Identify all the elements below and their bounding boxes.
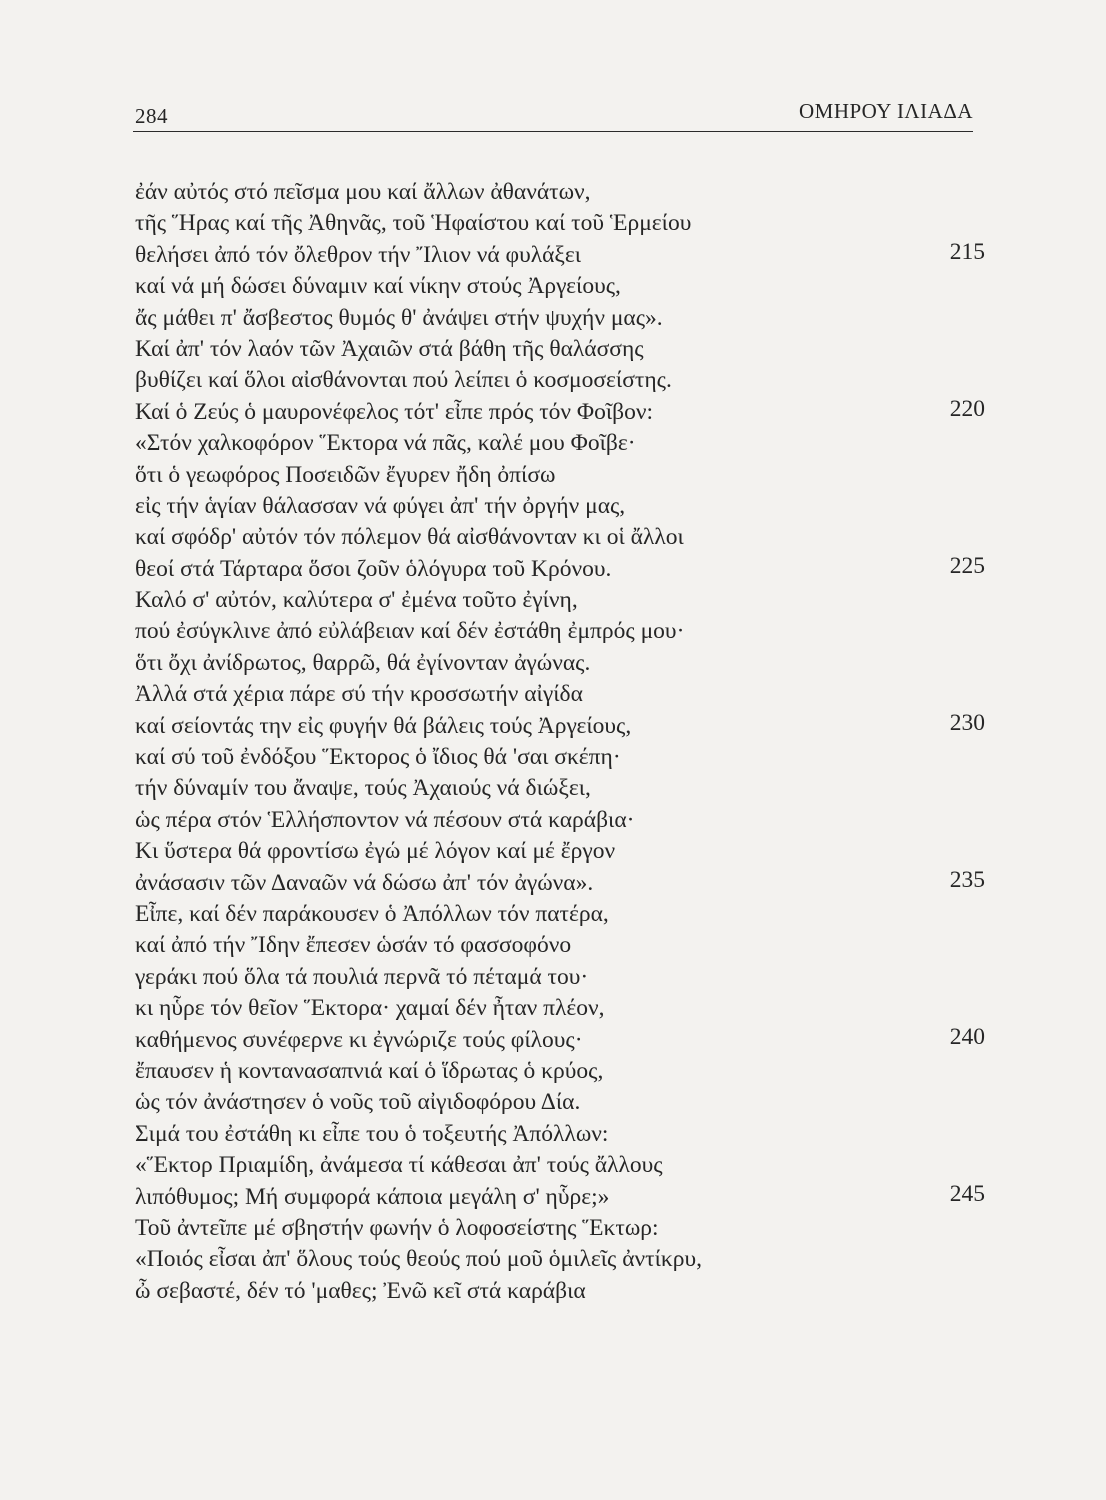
verse-line (135, 1119, 985, 1150)
verse-line (135, 648, 985, 679)
verse-line (135, 616, 985, 647)
line-number: 245 (949, 1180, 985, 1207)
verse-text: καί σφόδρ' αὐτόν τόν πόλεμον θά αἰσθάνονταν κι οἱ ἄλλοι (135, 524, 684, 551)
verse-line (135, 554, 985, 585)
verse-line (135, 460, 985, 491)
line-number: 235 (949, 866, 985, 893)
verse-text: κι ηὗρε τόν θεῖον Ἕκτορα· χαμαί δέν ἦταν πλέον, (135, 995, 605, 1022)
verse-text: ἐάν αὐτός στό πεῖσμα μου καί ἄλλων ἀθανάτων, (135, 179, 591, 205)
verse-text: θεοί στά Τάρταρα ὅσοι ζοῦν ὁλόγυρα τοῦ Κρόνου. (135, 555, 612, 582)
verse-text: ἔπαυσεν ἡ κοντανασαπνιά καί ὁ ἵδρωτας ὁ κρύος, (135, 1057, 604, 1084)
verse-text: βυθίζει καί ὅλοι αἰσθάνονται πού λείπει ὁ κοσμοσείστης. (135, 367, 672, 394)
verse-line (135, 805, 985, 836)
verse-text: τῆς Ἥρας καί τῆς Ἀθηνᾶς, τοῦ Ἡφαίστου καί τοῦ Ἑρμείου (135, 210, 692, 237)
verse-line (135, 836, 985, 867)
verse-text: καί νά μή δώσει δύναμιν καί νίκην στούς Ἀργείους, (135, 273, 621, 300)
line-number: 225 (949, 552, 985, 579)
verse-line (135, 1087, 985, 1118)
verse-text: «Στόν χαλκοφόρον Ἕκτορα νά πᾶς, καλέ μου Φοῖβε· (135, 430, 636, 457)
verse-text: ὦ σεβαστέ, δέν τό 'μαθες; Ἐνῶ κεῖ στά καράβια (135, 1277, 586, 1304)
verse-line (135, 208, 985, 239)
verse-text: Σιμά του ἐστάθη κι εἶπε του ὁ τοξευτής Ἀπόλλων: (135, 1120, 609, 1147)
verse-text: Κι ὕστερα θά φροντίσω ἐγώ μέ λόγον καί μέ ἔργον (135, 838, 616, 865)
verse-line (135, 962, 985, 993)
verse-text: καί σείοντάς την εἰς φυγήν θά βάλεις τούς Ἀργείους, (135, 712, 632, 739)
verse-text: «Ποιός εἶσαι ἀπ' ὅλους τούς θεούς πού μοῦ ὁμιλεῖς ἀντίκρυ, (135, 1246, 702, 1273)
verse-text: Τοῦ ἀντεῖπε μέ σβηστήν φωνήν ὁ λοφοσείστης Ἕκτωρ: (135, 1214, 659, 1241)
verse-line (135, 365, 985, 396)
verse-line (135, 679, 985, 710)
verse-text: τήν δύναμίν του ἄναψε, τούς Ἀχαιούς νά διώξει, (135, 775, 591, 802)
verse-text: ὅτι ὁ γεωφόρος Ποσειδῶν ἔγυρεν ἤδη ὀπίσω (135, 461, 556, 488)
verse-text: Καί ἀπ' τόν λαόν τῶν Ἀχαιῶν στά βάθη τῆς θαλάσσης (135, 335, 644, 362)
verse-line (135, 334, 985, 365)
verse-line (135, 491, 985, 522)
verse-line (135, 1213, 985, 1244)
verse-line (135, 240, 985, 271)
verse-line (135, 1150, 985, 1181)
verse-line (135, 711, 985, 742)
page-number: 284 (135, 104, 168, 128)
verse-text: Καλό σ' αὐτόν, καλύτερα σ' ἐμένα τοῦτο ἐγίνη, (135, 587, 578, 614)
verse-text: γεράκι πού ὅλα τά πουλιά περνᾶ τό πέταμά του· (135, 963, 589, 990)
line-number: 215 (949, 238, 985, 265)
verse-line (135, 1276, 985, 1307)
verse-text: Εἶπε, καί δέν παράκουσεν ὁ Ἀπόλλων τόν πατέρα, (135, 900, 609, 927)
verse-line (135, 428, 985, 459)
verse-text: ὡς πέρα στόν Ἑλλήσποντον νά πέσουν στά καράβια· (135, 806, 635, 833)
verse-line (135, 585, 985, 616)
verse-text: πού ἐσύγκλινε ἀπό εὐλάβειαν καί δέν ἐστάθη ἐμπρός μου· (135, 618, 685, 645)
verse-text: καί σύ τοῦ ἐνδόξου Ἕκτορος ὁ ἴδιος θά 'σαι σκέπη· (135, 744, 621, 771)
verse-line (135, 1056, 985, 1087)
header-rule (133, 131, 973, 132)
verse-line (135, 993, 985, 1024)
verse-text: ἄς μάθει π' ἄσβεστος θυμός θ' ἀνάψει στήν ψυχήν μας». (135, 304, 663, 331)
verse-line (135, 1182, 985, 1213)
line-number: 220 (949, 395, 985, 422)
line-number: 230 (949, 709, 985, 736)
verse-text: Ἀλλά στά χέρια πάρε σύ τήν κροσσωτήν αἰγίδα (135, 681, 583, 708)
verse-line (135, 868, 985, 899)
verse-text: ὅτι ὄχι ἀνίδρωτος, θαρρῶ, θά ἐγίνονταν ἀγώνας. (135, 649, 591, 676)
verse-line (135, 742, 985, 773)
verse-text: καθήμενος συνέφερνε κι ἐγνώριζε τούς φίλους· (135, 1026, 583, 1053)
verse-text: θελήσει ἀπό τόν ὄλεθρον τήν Ἴλιον νά φυλάξει (135, 241, 582, 268)
verse-line (135, 177, 985, 208)
verse-text: ὡς τόν ἀνάστησεν ὁ νοῦς τοῦ αἰγιδοφόρου Δία. (135, 1089, 581, 1116)
verse-text: Καί ὁ Ζεύς ὁ μαυρονέφελος τότ' εἶπε πρός τόν Φοῖβον: (135, 398, 654, 425)
verse-text: εἰς τήν ἁγίαν θάλασσαν νά φύγει ἀπ' τήν ὀργήν μας, (135, 492, 626, 519)
verse-line (135, 930, 985, 961)
verse-text: «Ἕκτορ Πριαμίδη, ἀνάμεσα τί κάθεσαι ἀπ' τούς ἄλλους (135, 1152, 663, 1179)
page-header (135, 92, 973, 132)
running-title: ΟΜΗΡΟΥ ΙΛΙΑΔΑ (799, 99, 973, 123)
verse-text: λιπόθυμος; Μή συμφορά κάποια μεγάλη σ' ηὗρε;» (135, 1183, 610, 1210)
verse-text: ἀνάσασιν τῶν Δαναῶν νά δώσω ἀπ' τόν ἀγώνα». (135, 869, 594, 896)
verse-line (135, 303, 985, 334)
verse-text: καί ἀπό τήν Ἴδην ἔπεσεν ὡσάν τό φασσοφόνο (135, 932, 572, 959)
verse-line (135, 899, 985, 930)
line-number: 240 (949, 1023, 985, 1050)
verse-line (135, 1244, 985, 1275)
verse-block (135, 177, 985, 1307)
verse-line (135, 397, 985, 428)
verse-line (135, 522, 985, 553)
verse-line (135, 271, 985, 302)
verse-line (135, 773, 985, 804)
verse-line (135, 1025, 985, 1056)
